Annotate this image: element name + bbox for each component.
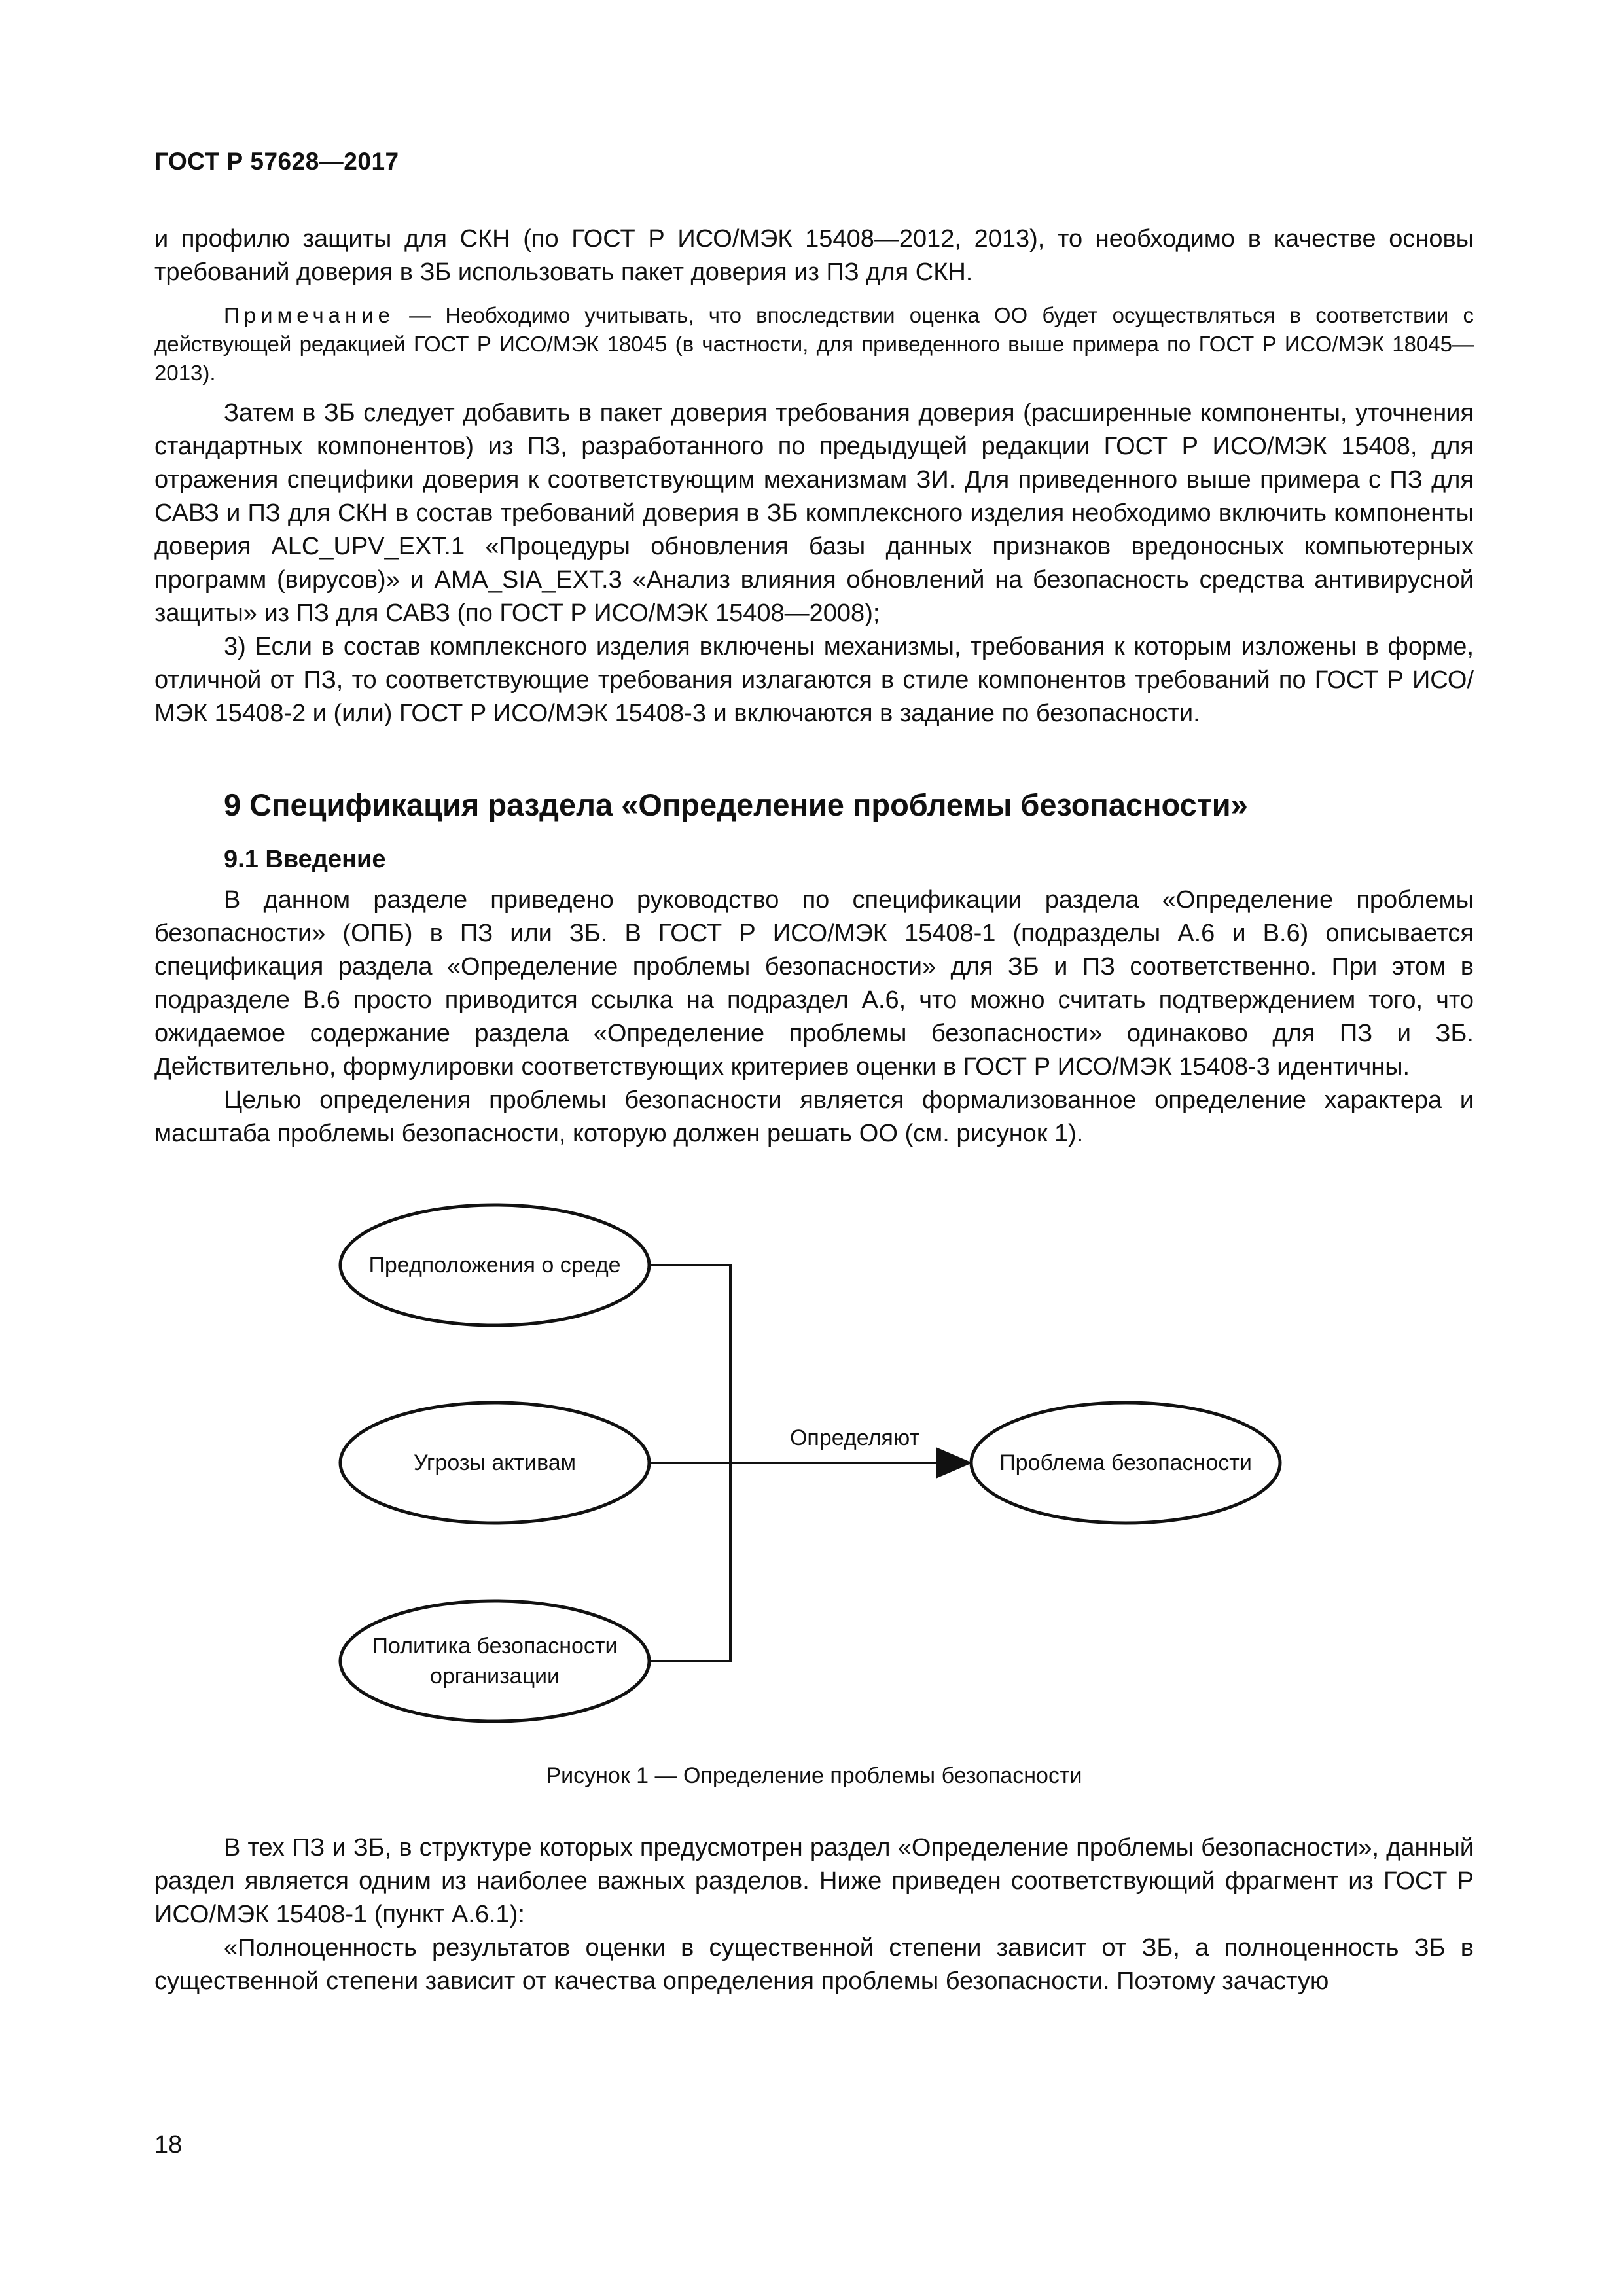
note — [154, 301, 1474, 387]
node-assumptions: Предположения о среде — [368, 1253, 621, 1278]
node-policy-line1: Политика безопасности — [372, 1634, 618, 1659]
node-policy-line2: организации — [429, 1664, 560, 1689]
page-number: 18 — [154, 2131, 183, 2159]
paragraph-assurance: Затем в ЗБ следует добавить в пакет доверия требования доверия (расширенные компоненты, уточнения стандартных компонентов) из ПЗ, разработанного по предыдущей редакции ГОСТ Р ИСО/МЭК 15408, для отражения специфики доверия к соответствующим механизмам ЗИ. Для приведенного выше примера с ПЗ для САВЗ и ПЗ для СКН в состав требований доверия в ЗБ комплексного изделия необходимо включить компоненты доверия ALC_UPV_EXT.1 «Процедуры обновления базы данных признаков вредоносных компьютерных программ (вирусов)» и AMA_SIA_EXT.3 «Анализ влияния обновлений на безопасность средства антивирусной защиты» из ПЗ для САВЗ (по ГОСТ Р ИСО/МЭК 15408—2008); — [154, 399, 1474, 627]
paragraph-importance: В тех ПЗ и ЗБ, в структуре которых предусмотрен раздел «Определение проблемы безопасности», данный раздел является одним из наиболее важных разделов. Ниже приведен соответствующий фрагмент из ГОСТ Р ИСО/МЭК 15408-1 (пункт А.6.1): — [154, 1834, 1474, 1928]
paragraph-quote: «Полноценность результатов оценки в существенной степени зависит от ЗБ, а полноценность ЗБ в существенной степени зависит от качества определения проблемы безопасности. Поэтому зачастую — [154, 1934, 1474, 1995]
document-header: ГОСТ Р 57628—2017 — [154, 148, 399, 175]
paragraph-goal: Целью определения проблемы безопасности является формализованное определение характера и масштаба проблемы безопасности, которую должен решать ОО (см. рисунок 1). — [154, 1086, 1474, 1147]
node-problem: Проблема безопасности — [999, 1450, 1252, 1475]
note-text: — Необходимо учитывать, что впоследствии оценка ОО будет осуществляться в соответствии с действующей редакцией ГОСТ Р ИСО/МЭК 18045 (в частности, для приведенного выше примера по ГОСТ Р ИСО/МЭК 18045—2013). — [154, 303, 1474, 385]
paragraph-item-3: 3) Если в состав комплексного изделия включены механизмы, требования к которым изложены в форме, отличной от ПЗ, то соответствующие требования излагаются в стиле компонентов требований по ГОСТ Р ИСО/МЭК 15408-2 и (или) ГОСТ Р ИСО/МЭК 15408-3 и включаются в задание по безопасности. — [154, 633, 1474, 727]
paragraph-intro: В данном разделе приведено руководство по спецификации раздела «Определение проблемы безопасности» (ОПБ) в ПЗ или ЗБ. В ГОСТ Р ИСО/МЭК 15408-1 (подразделы А.6 и В.6) описывается спецификация раздела «Определение проблемы безопасности» для ЗБ и ПЗ соответственно. При этом в подразделе В.6 просто приводится ссылка на подраздел А.6, что можно считать подтверждением того, что ожидаемое содержание раздела «Определение проблемы безопасности» одинаково для ПЗ и ЗБ. Действительно, формулировки соответствующих критериев оценки в ГОСТ Р ИСО/МЭК 15408-3 идентичны. — [154, 886, 1474, 1081]
section-heading: 9 Спецификация раздела «Определение проблемы безопасности» — [224, 787, 1248, 822]
node-threats: Угрозы активам — [413, 1450, 577, 1475]
note-label: Примечание — [224, 303, 395, 327]
subsection-heading: 9.1 Введение — [224, 846, 386, 873]
document-body — [154, 223, 1474, 1998]
figure-caption: Рисунок 1 — Определение проблемы безопасности — [546, 1763, 1082, 1788]
figure-security-problem — [154, 1177, 1474, 1831]
paragraph-continuation: и профилю защиты для СКН (по ГОСТ Р ИСО/МЭК 15408—2012, 2013), то необходимо в качестве основы требований доверия в ЗБ использовать пакет доверия из ПЗ для СКН. — [154, 225, 1474, 286]
node-policy — [340, 1631, 649, 1691]
edge-label: Определяют — [789, 1426, 920, 1450]
